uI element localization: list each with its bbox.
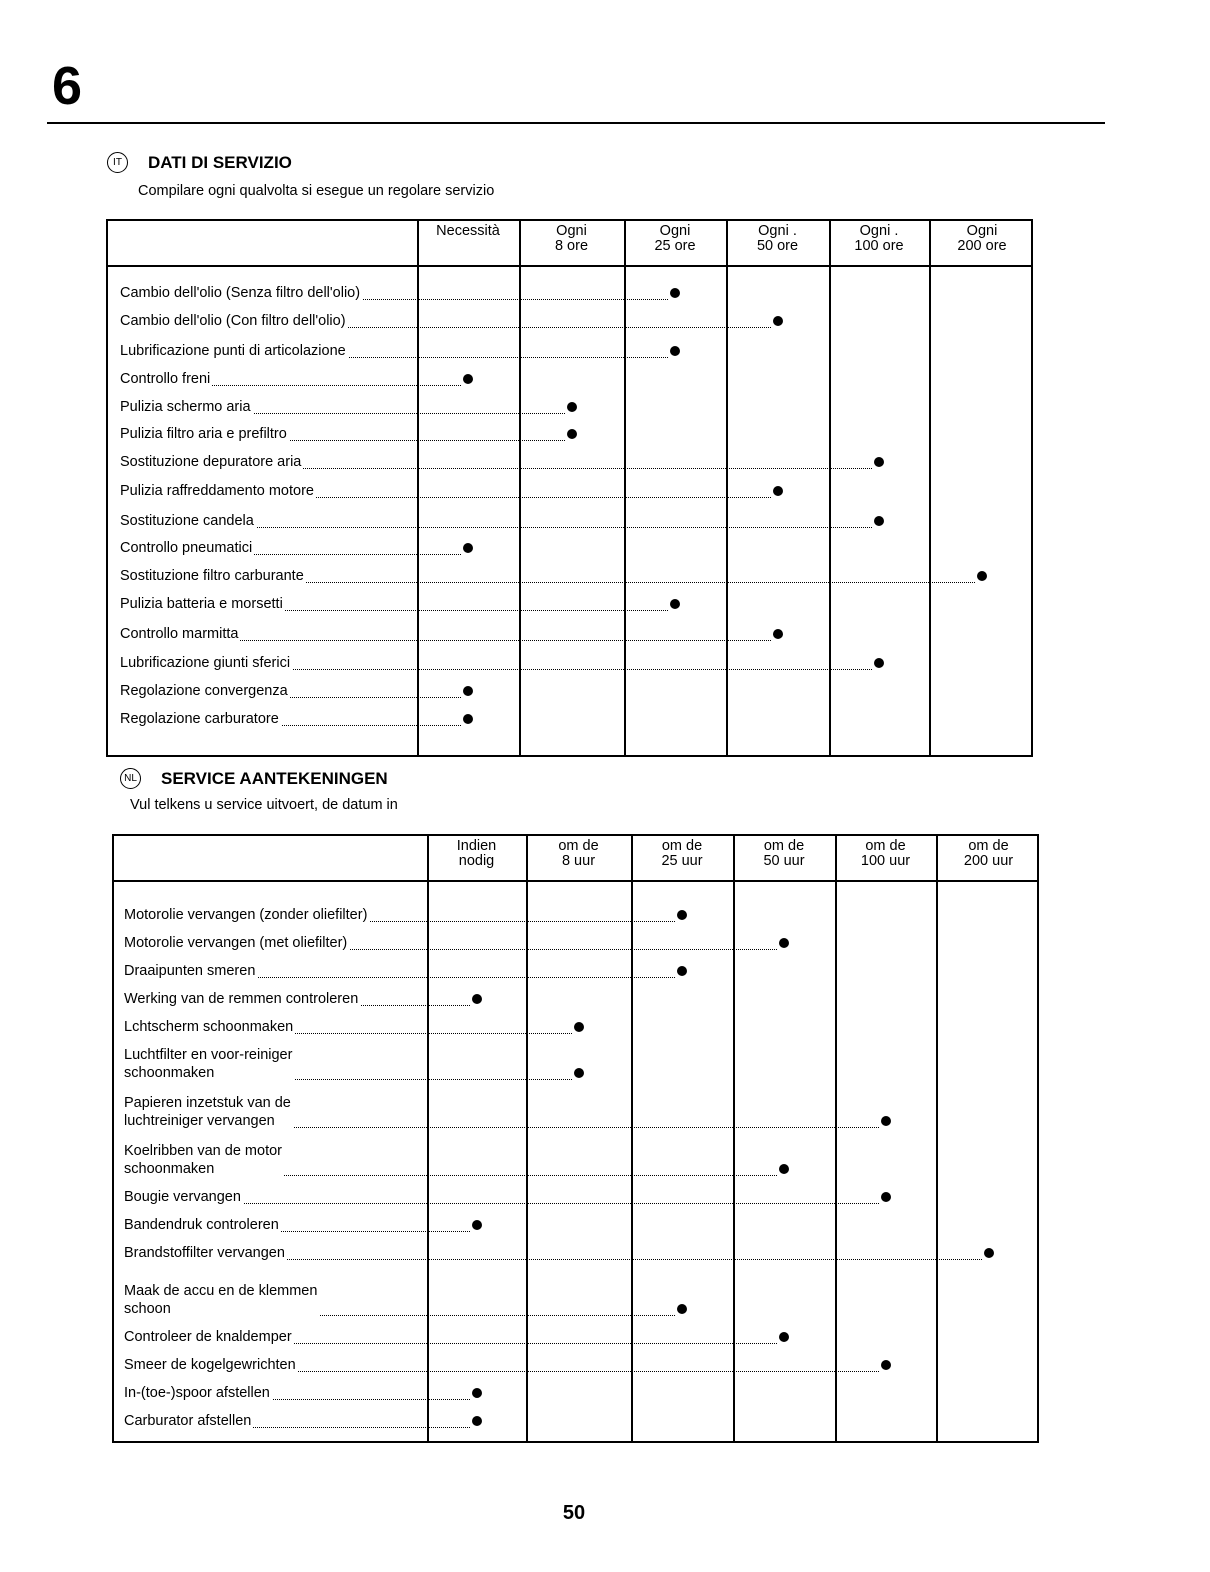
interval-marker-dot xyxy=(670,599,680,609)
column-divider xyxy=(526,836,528,1441)
column-header: Necessità xyxy=(436,223,500,239)
interval-marker-dot xyxy=(463,543,473,553)
maintenance-task-label: Motorolie vervangen (met oliefilter) xyxy=(124,935,348,951)
maintenance-task-label: Maak de accu en de klemmen schoon xyxy=(124,1283,318,1317)
service-table-it xyxy=(106,219,1033,757)
interval-marker-dot xyxy=(779,938,789,948)
maintenance-task-label: Pulizia raffreddamento motore xyxy=(120,483,314,499)
maintenance-task-label: In-(toe-)spoor afstellen xyxy=(124,1385,270,1401)
maintenance-task-label: Regolazione carburatore xyxy=(120,711,279,727)
column-header: om de 200 uur xyxy=(963,838,1014,869)
section-subtitle-nl: Vul telkens u service uitvoert, de datum in xyxy=(130,797,398,813)
interval-marker-dot xyxy=(773,629,783,639)
interval-marker-dot xyxy=(881,1192,891,1202)
column-divider xyxy=(733,836,735,1441)
maintenance-task-label: Pulizia filtro aria e prefiltro xyxy=(120,426,287,442)
interval-marker-dot xyxy=(779,1332,789,1342)
interval-marker-dot xyxy=(463,714,473,724)
column-divider xyxy=(835,836,837,1441)
maintenance-task-label: Lubrificazione giunti sferici xyxy=(120,655,291,671)
maintenance-task-label: Lchtscherm schoonmaken xyxy=(124,1019,294,1035)
interval-marker-dot xyxy=(463,374,473,384)
language-badge-nl: NL xyxy=(120,768,141,789)
interval-marker-dot xyxy=(567,429,577,439)
interval-marker-dot xyxy=(773,316,783,326)
maintenance-task-label: Sostituzione candela xyxy=(120,513,254,529)
column-header: om de 25 uur xyxy=(661,838,703,869)
column-header: Ogni 200 ore xyxy=(957,223,1007,254)
column-header: om de 100 uur xyxy=(860,838,911,869)
maintenance-task-label: Pulizia batteria e morsetti xyxy=(120,596,283,612)
page-number: 50 xyxy=(562,1502,586,1524)
header-rule xyxy=(47,122,1105,124)
column-divider xyxy=(726,221,728,755)
maintenance-task-label: Controllo freni xyxy=(120,371,211,387)
interval-marker-dot xyxy=(472,1388,482,1398)
column-header: Ogni 8 ore xyxy=(554,223,589,254)
maintenance-task-label: Papieren inzetstuk van de luchtreiniger vervangen xyxy=(124,1095,291,1129)
section-title-nl: SERVICE AANTEKENINGEN xyxy=(161,768,388,788)
column-divider xyxy=(427,836,429,1441)
interval-marker-dot xyxy=(670,288,680,298)
section-title-it: DATI DI SERVIZIO xyxy=(148,152,292,172)
interval-marker-dot xyxy=(874,457,884,467)
column-header: Ogni . 100 ore xyxy=(854,223,904,254)
column-divider xyxy=(624,221,626,755)
service-table-nl xyxy=(112,834,1039,1443)
interval-marker-dot xyxy=(881,1116,891,1126)
maintenance-task-label: Smeer de kogelgewrichten xyxy=(124,1357,296,1373)
chapter-number: 6 xyxy=(52,56,83,116)
column-divider xyxy=(519,221,521,755)
column-header: Indien nodig xyxy=(456,838,497,869)
maintenance-task-label: Motorolie vervangen (zonder oliefilter) xyxy=(124,907,368,923)
interval-marker-dot xyxy=(567,402,577,412)
interval-marker-dot xyxy=(677,910,687,920)
interval-marker-dot xyxy=(779,1164,789,1174)
interval-marker-dot xyxy=(874,516,884,526)
maintenance-task-label: Cambio dell'olio (Con filtro dell'olio) xyxy=(120,313,346,329)
interval-marker-dot xyxy=(472,994,482,1004)
maintenance-task-label: Draaipunten smeren xyxy=(124,963,256,979)
column-divider xyxy=(631,836,633,1441)
maintenance-task-label: Lubrificazione punti di articolazione xyxy=(120,343,346,359)
section-heading-nl xyxy=(120,768,388,789)
column-divider xyxy=(929,221,931,755)
interval-marker-dot xyxy=(677,1304,687,1314)
maintenance-task-label: Carburator afstellen xyxy=(124,1413,252,1429)
maintenance-task-label: Regolazione convergenza xyxy=(120,683,288,699)
section-heading-it xyxy=(107,152,292,173)
header-divider xyxy=(114,880,1037,882)
maintenance-task-label: Pulizia schermo aria xyxy=(120,399,251,415)
maintenance-task-label: Werking van de remmen controleren xyxy=(124,991,359,1007)
maintenance-task-label: Koelribben van de motor schoonmaken xyxy=(124,1143,282,1177)
maintenance-task-label: Luchtfilter en voor-reiniger schoonmaken xyxy=(124,1047,293,1081)
column-header: om de 8 uur xyxy=(558,838,599,869)
column-header: om de 50 uur xyxy=(763,838,805,869)
column-header: Ogni 25 ore xyxy=(654,223,696,254)
interval-marker-dot xyxy=(977,571,987,581)
interval-marker-dot xyxy=(463,686,473,696)
language-badge-it: IT xyxy=(107,152,128,173)
maintenance-task-label: Controllo pneumatici xyxy=(120,540,253,556)
maintenance-task-label: Controllo marmitta xyxy=(120,626,239,642)
maintenance-task-label: Controleer de knaldemper xyxy=(124,1329,292,1345)
interval-marker-dot xyxy=(574,1022,584,1032)
maintenance-task-label: Bougie vervangen xyxy=(124,1189,241,1205)
header-divider xyxy=(108,265,1031,267)
maintenance-task-label: Sostituzione filtro carburante xyxy=(120,568,304,584)
section-subtitle-it: Compilare ogni qualvolta si esegue un regolare servizio xyxy=(138,183,495,199)
column-divider xyxy=(829,221,831,755)
interval-marker-dot xyxy=(773,486,783,496)
interval-marker-dot xyxy=(472,1220,482,1230)
maintenance-task-label: Bandendruk controleren xyxy=(124,1217,279,1233)
interval-marker-dot xyxy=(881,1360,891,1370)
column-divider xyxy=(936,836,938,1441)
interval-marker-dot xyxy=(472,1416,482,1426)
interval-marker-dot xyxy=(574,1068,584,1078)
maintenance-task-label: Cambio dell'olio (Senza filtro dell'olio) xyxy=(120,285,361,301)
maintenance-task-label: Sostituzione depuratore aria xyxy=(120,454,302,470)
column-divider xyxy=(417,221,419,755)
interval-marker-dot xyxy=(677,966,687,976)
interval-marker-dot xyxy=(874,658,884,668)
column-header: Ogni . 50 ore xyxy=(756,223,799,254)
interval-marker-dot xyxy=(670,346,680,356)
maintenance-task-label: Brandstoffilter vervangen xyxy=(124,1245,285,1261)
interval-marker-dot xyxy=(984,1248,994,1258)
